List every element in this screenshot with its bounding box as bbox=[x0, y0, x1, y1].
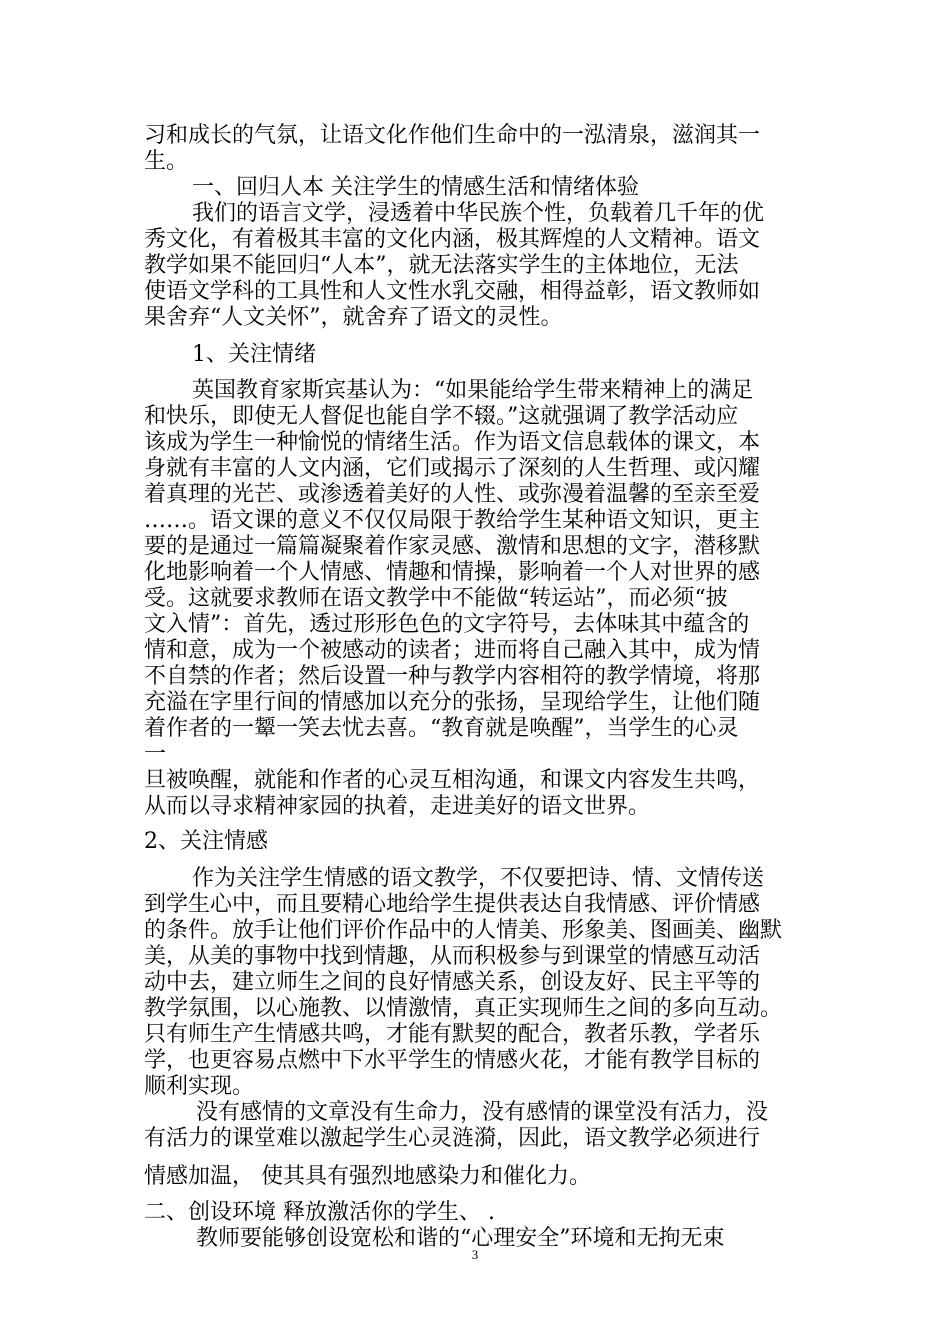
text-line: 着真理的光芒、或渗透着美好的人性、或弥漫着温馨的至亲至爱 bbox=[144, 482, 761, 507]
subheading-2: 2、关注情感 bbox=[144, 829, 268, 854]
paragraph-start: 我们的语言文学，浸透着中华民族个性，负载着几千年的优 bbox=[192, 201, 765, 226]
text-line: 身就有丰富的人文内涵，它们或揭示了深刻的人生哲理、或闪耀 bbox=[144, 456, 761, 481]
text-line: 从而以寻求精神家园的执着，走进美好的语文世界。 bbox=[144, 794, 651, 819]
text-line: 情和意，成为一个被感动的读者；进而将自己融入其中，成为情 bbox=[144, 638, 761, 663]
text-line: 动中去，建立师生之间的良好情感关系，创设友好、民主平等的 bbox=[144, 970, 761, 995]
text-line: 使语文学科的工具性和人文性水乳交融，相得益彰，语文教师如 bbox=[144, 279, 761, 304]
text-line: 学，也更容易点燃中下水平学生的情感火花，才能有教学目标的 bbox=[144, 1048, 761, 1073]
text-line: 到学生心中，而且要精心地给学生提供表达自我情感、评价情感 bbox=[144, 892, 761, 917]
text-line: 美，从美的事物中找到情趣，从而积极参与到课堂的情感互动活 bbox=[144, 944, 761, 969]
text-line: 一 bbox=[144, 742, 167, 767]
text-line: 果舍弃“人文关怀”，就舍弃了语文的灵性。 bbox=[144, 305, 563, 330]
text-line: 只有师生产生情感共鸣，才能有默契的配合，教者乐教，学者乐 bbox=[144, 1022, 761, 1047]
text-line: 有活力的课堂难以激起学生心灵涟漪，因此，语文教学必须进行 bbox=[144, 1126, 761, 1151]
text-line: 受。这就要求教师在语文教学中不能做“转运站”，而必须“披 bbox=[144, 586, 728, 611]
section-heading-1: 一、回归人本 关注学生的情感生活和情绪体验 bbox=[192, 175, 639, 200]
text-line: 习和成长的气氛，让语文化作他们生命中的一泓清泉，滋润其一 bbox=[144, 123, 761, 148]
text-line: ……。语文课的意义不仅仅局限于教给学生某种语文知识，更主 bbox=[144, 508, 761, 533]
text-line: 要的是通过一篇篇凝聚着作家灵感、激情和思想的文字，潜移默 bbox=[144, 534, 761, 559]
text-line: 的条件。放手让他们评价作品中的人情美、形象美、图画美、幽默 bbox=[144, 918, 783, 943]
text-line: 该成为学生一种愉悦的情绪生活。作为语文信息载体的课文，本 bbox=[144, 430, 761, 455]
paragraph-start: 英国教育家斯宾基认为：“如果能给学生带来精神上的满足 bbox=[192, 378, 754, 403]
section-heading-2: 二、创设环境 释放激活你的学生、 . bbox=[144, 1200, 495, 1225]
text-line: 生。 bbox=[144, 149, 189, 174]
subheading-1: 1、关注情绪 bbox=[192, 342, 316, 367]
text-line: 情感加温， 使其具有强烈地感染力和催化力。 bbox=[144, 1164, 591, 1189]
text-line: 教学如果不能回归“人本”，就无法落实学生的主体地位，无法 bbox=[144, 253, 739, 278]
text-line: 和快乐，即使无人督促也能自学不辍。”这就强调了教学活动应 bbox=[144, 404, 739, 429]
text-line: 着作者的一颦一笑去忧去喜。“教育就是唤醒”，当学生的心灵 bbox=[144, 716, 739, 741]
page-number: 3 bbox=[471, 1247, 479, 1262]
text-line: 不自禁的作者；然后设置一种与教学内容相符的教学情境，将那 bbox=[144, 664, 761, 689]
text-line: 旦被唤醒，就能和作者的心灵互相沟通，和课文内容发生共鸣， bbox=[144, 768, 761, 793]
text-line: 充溢在字里行间的情感加以充分的张扬，呈现给学生，让他们随 bbox=[144, 690, 761, 715]
text-line: 教学氛围，以心施教、以情激情，真正实现师生之间的多向互动。 bbox=[144, 996, 783, 1021]
paragraph-start: 没有感情的文章没有生命力，没有感情的课堂没有活力，没 bbox=[196, 1100, 769, 1125]
text-line: 化地影响着一个人情感、情趣和情操，影响着一个人对世界的感 bbox=[144, 560, 761, 585]
text-line: 顺利实现。 bbox=[144, 1074, 255, 1099]
paragraph-start: 作为关注学生情感的语文教学，不仅要把诗、情、文情传送 bbox=[192, 866, 765, 891]
paragraph-start: 教师要能够创设宽松和谐的“心理安全”环境和无拘无束 bbox=[196, 1226, 725, 1251]
text-line: 秀文化，有着极其丰富的文化内涵，极其辉煌的人文精神。语文 bbox=[144, 227, 761, 252]
text-line: 文入情”：首先，透过形形色色的文字符号，去体味其中蕴含的 bbox=[144, 612, 750, 637]
